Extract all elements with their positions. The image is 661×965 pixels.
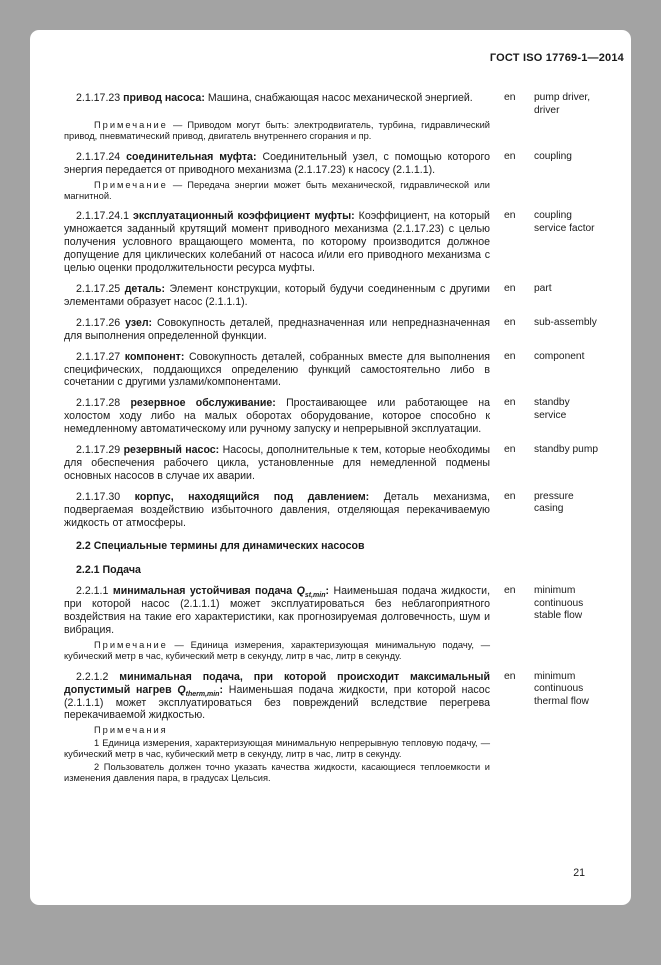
term-paragraph: [64, 491, 490, 530]
document-page: [30, 30, 631, 905]
term-number: 2.2.1.2: [76, 670, 109, 683]
section-number: 2.2: [76, 540, 91, 553]
term-name: минимальная подача, при которой происходит максимальный допустимый нагрев: [64, 670, 490, 696]
note-text: — Передача энергии может быть механической, гидравлической или магнитной.: [64, 179, 490, 202]
term-name: узел:: [125, 316, 153, 329]
term-definition: Совокупность деталей, предназначенная или непредназначенная для выполнения определенной функции.: [64, 316, 490, 342]
term-entry: [64, 671, 628, 723]
quantity-symbol: $Q_{therm,min}$: [177, 683, 220, 698]
term-number: 2.1.17.23: [76, 92, 121, 104]
english-term: sub-assembly: [534, 316, 597, 328]
subsection-heading-paragraph: [64, 564, 490, 577]
term-definition: Элемент конструкции, который будучи соединенным с другими элементами образует насос (2.1.1.1).: [64, 282, 490, 308]
term-number: 2.1.17.29: [76, 444, 121, 457]
term-name: деталь:: [124, 282, 166, 295]
term-entry: [64, 585, 628, 637]
term-paragraph: [64, 283, 490, 309]
english-term: minimum continuous stable flow: [534, 585, 584, 622]
term-paragraph: [64, 671, 490, 723]
term-definition: Деталь механизма, подвергаемая воздействию избыточного давления, отделяющая перекачиваемую жидкость от атмосферы.: [64, 490, 490, 529]
language-code: en: [504, 282, 516, 294]
term-name: минимальная устойчивая подача: [112, 585, 293, 598]
term-definition: Наименьшая подача жидкости, при которой насос (2.1.1.1) может эксплуатироваться без неблагоприятного воздействия на такие его характеристики, как прогнозируемая долговечность, шум и вибрация.: [64, 585, 491, 636]
english-term: pressure casing: [534, 490, 574, 515]
term-paragraph: [64, 92, 490, 105]
term-entry: [64, 397, 628, 436]
term-number: 2.1.17.24: [76, 150, 121, 163]
term-definition: Совокупность деталей, собранных вместе для выполнения специфических, поддающихся определению функций самостоятельно либо в сочетании с другими узлами/компонентами.: [64, 350, 490, 389]
notes-label: Примечания: [94, 725, 168, 736]
term-paragraph: [64, 397, 490, 436]
quantity-symbol: $Q_{st,min}$: [296, 585, 326, 600]
term-name: компонент:: [124, 350, 185, 363]
term-name: резервный насос:: [123, 444, 220, 457]
language-code: en: [504, 585, 516, 597]
note-text: — Приводом могут быть: электродвигатель, турбина, гидравлический привод, пневматический привод, двигатель внутреннего сгорания и пр.: [64, 120, 490, 142]
english-term: minimum continuous thermal flow: [534, 670, 589, 707]
term-definition: Машина, снабжающая насос механической энергией.: [207, 92, 473, 104]
term-definition: Простаивающее или работающее на холостом ходу либо на малых оборотах оборудование, которое способно к немедленному автоматическому или ручному запуску и непрерывной эксплуатации.: [64, 397, 490, 436]
subsection-heading: [64, 564, 628, 577]
page-number: 21: [573, 867, 585, 879]
section-number: 2.2.1: [76, 564, 100, 577]
term-definition: Наименьшая подача жидкости, при которой насос (2.1.1.1) может эксплуатироваться без повреждений вследствие перегрева перекачиваемой жидкостью.: [64, 683, 490, 722]
note-row: [64, 640, 628, 663]
notes-paragraphs: [64, 725, 490, 784]
language-code: en: [504, 92, 516, 103]
section-title: Подача: [102, 564, 141, 577]
english-term: standby pump: [534, 444, 598, 456]
notes-block: [64, 725, 628, 784]
term-number: 2.1.17.27: [76, 350, 121, 363]
term-definition: Соединительный узел, с помощью которого энергия передается от приводного механизма (2.1.17.23) к насосу (2.1.1.1).: [64, 150, 490, 176]
term-number: 2.2.1.1: [76, 585, 109, 598]
term-entry: [64, 210, 628, 275]
note-text: — Единица измерения, характеризующая минимальную подачу, — кубический метр в час, кубический метр в секунду, литр в час, литр в секунду.: [64, 639, 490, 662]
term-name: корпус, находящийся под давлением:: [134, 490, 370, 503]
term-number: 2.1.17.24.1: [76, 210, 130, 223]
note-label: Примечание: [94, 120, 168, 130]
term-definition: Коэффициент, на который умножается заданный крутящий момент приводного механизма (2.1.17.23) с целью получения условного вращающего момента, по которому производится должное допущение для циклических колебаний от насоса и/или его приводного механизма с целью оценки продолжительности ресурса муфты.: [64, 210, 490, 275]
english-term: component: [534, 350, 585, 362]
term-entry: [64, 351, 628, 390]
english-term: coupling service factor: [534, 210, 595, 234]
term-colon: :: [325, 585, 330, 598]
term-entry: [64, 317, 628, 343]
english-term: coupling: [534, 150, 572, 162]
note-paragraph: [64, 120, 490, 143]
term-definition: Насосы, дополнительные к тем, которые необходимы для обеспечения рабочего цикла, установленные для немедленной подмены основных насосов в случае их аварии.: [64, 444, 490, 482]
english-term: standby service: [534, 397, 570, 421]
term-number: 2.1.17.25: [76, 282, 121, 295]
term-number: 2.1.17.30: [76, 490, 121, 503]
note-paragraph: [64, 180, 490, 203]
language-code: en: [504, 316, 516, 328]
language-code: en: [504, 210, 516, 222]
english-term: pump driver, driver: [534, 92, 591, 116]
term-name: привод насоса:: [123, 92, 205, 104]
term-colon: :: [219, 683, 223, 696]
term-paragraph: [64, 151, 490, 177]
term-number: 2.1.17.28: [76, 397, 121, 410]
term-entry: [64, 151, 628, 177]
term-paragraph: [64, 351, 490, 390]
term-paragraph: [64, 585, 490, 637]
language-code: en: [504, 490, 516, 502]
section-heading-paragraph: [64, 540, 490, 553]
note-row: [64, 180, 628, 203]
term-number: 2.1.17.26: [76, 316, 121, 329]
term-paragraph: [64, 444, 490, 483]
note-paragraph: [64, 640, 490, 663]
language-code: en: [504, 397, 516, 409]
note-label: Примечание: [94, 639, 168, 650]
term-paragraph: [64, 210, 490, 275]
english-term: part: [534, 282, 552, 294]
note-label: Примечание: [94, 179, 168, 190]
note-row: [64, 120, 628, 143]
term-entry: [64, 444, 628, 483]
term-name: соединительная муфта:: [126, 150, 257, 163]
term-paragraph: [64, 317, 490, 343]
term-entry: [64, 491, 628, 530]
language-code: en: [504, 670, 516, 682]
term-entry: [64, 92, 628, 117]
language-code: en: [504, 150, 516, 162]
language-code: en: [504, 444, 516, 456]
term-name: резервное обслуживание:: [130, 397, 276, 410]
section-heading: [64, 540, 628, 553]
note-item: 1 Единица измерения, характеризующая минимальную непрерывную тепловую подачу, — кубический метр в час, кубический метр в секунду, литр в час, литр в секунду.: [64, 737, 490, 760]
section-title: Специальные термины для динамических насосов: [93, 540, 365, 553]
language-code: en: [504, 350, 516, 362]
term-entry: [64, 283, 628, 309]
term-name: эксплуатационный коэффициент муфты:: [133, 210, 355, 223]
note-item: 2 Пользователь должен точно указать качества жидкости, касающиеся теплоемкости и изменения давления пара, в градусах Цельсия.: [64, 761, 490, 783]
standard-designation: ГОСТ ISO 17769-1—2014: [489, 52, 624, 64]
